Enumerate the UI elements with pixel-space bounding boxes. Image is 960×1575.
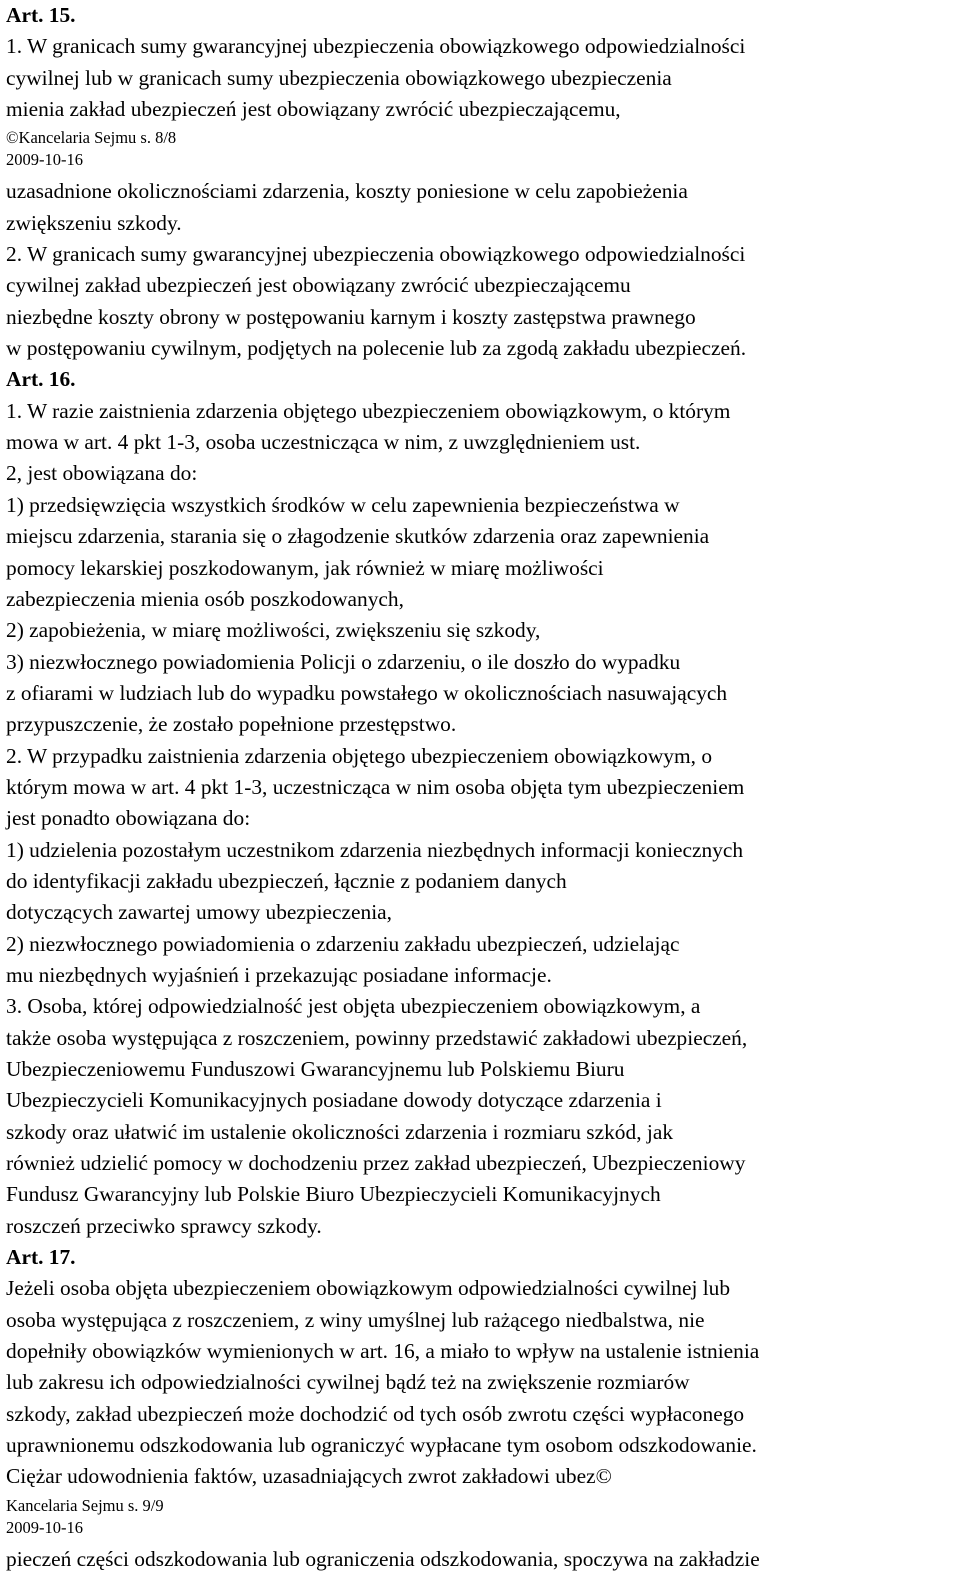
text-line: jest ponadto obowiązana do: xyxy=(6,806,251,831)
text-line: niezbędne koszty obrony w postępowaniu karnym i koszty zastępstwa prawnego xyxy=(6,304,696,329)
text-line: uzasadnione okolicznościami zdarzenia, koszty poniesione w celu zapobieżenia xyxy=(6,179,688,204)
page-footer-label: Kancelaria Sejmu s. 9/9 xyxy=(6,1495,164,1515)
text-line: 1) udzielenia pozostałym uczestnikom zdarzenia niezbędnych informacji koniecznych xyxy=(6,837,744,862)
text-line: dotyczących zawartej umowy ubezpieczenia, xyxy=(6,900,393,925)
text-line: szkody oraz ułatwić im ustalenie okoliczności zdarzenia i rozmiaru szkód, jak xyxy=(6,1119,674,1144)
text-line: w postępowaniu cywilnym, podjętych na polecenie lub za zgodą zakładu ubezpieczeń. xyxy=(6,336,747,361)
text-line: Ciężar udowodnienia faktów, uzasadniających zwrot zakładowi ubez© xyxy=(6,1464,612,1489)
text-line: cywilnej lub w granicach sumy ubezpieczenia obowiązkowego ubezpieczenia xyxy=(6,65,672,90)
text-line: także osoba występująca z roszczeniem, powinny przedstawić zakładowi ubezpieczeń, xyxy=(6,1025,748,1050)
text-line: 1. W granicach sumy gwarancyjnej ubezpieczenia obowiązkowego odpowiedzialności xyxy=(6,34,746,59)
text-line: którym mowa w art. 4 pkt 1-3, uczestnicząca w nim osoba objęta tym ubezpieczeniem xyxy=(6,774,745,799)
text-line: do identyfikacji zakładu ubezpieczeń, łącznie z podaniem danych xyxy=(6,868,567,893)
text-line: 2. W granicach sumy gwarancyjnej ubezpieczenia obowiązkowego odpowiedzialności xyxy=(6,242,746,267)
text-line: 2, jest obowiązana do: xyxy=(6,461,198,486)
text-line: Ubezpieczycieli Komunikacyjnych posiadane dowody dotyczące zdarzenia i xyxy=(6,1088,662,1113)
text-line: zabezpieczenia mienia osób poszkodowanych, xyxy=(6,586,404,611)
text-line: 2. W przypadku zaistnienia zdarzenia objętego ubezpieczeniem obowiązkowym, o xyxy=(6,743,713,768)
page-footer-date: 2009-10-16 xyxy=(6,1517,83,1537)
text-line: dopełniły obowiązków wymienionych w art. 16, a miało to wpływ na ustalenie istnienia xyxy=(6,1339,760,1364)
text-line: 1. W razie zaistnienia zdarzenia objętego ubezpieczeniem obowiązkowym, o którym xyxy=(6,398,731,423)
text-line: szkody, zakład ubezpieczeń może dochodzić od tych osób zwrotu części wypłaconego xyxy=(6,1401,745,1426)
text-line: 3) niezwłocznego powiadomienia Policji o zdarzeniu, o ile doszło do wypadku xyxy=(6,649,681,674)
text-line: mienia zakład ubezpieczeń jest obowiązany zwrócić ubezpieczającemu, xyxy=(6,97,621,122)
text-line: mu niezbędnych wyjaśnień i przekazując posiadane informacje. xyxy=(6,962,552,987)
text-line: uprawnionemu odszkodowania lub ograniczyć wypłacane tym osobom odszkodowanie. xyxy=(6,1433,757,1458)
text-line: Ubezpieczeniowemu Funduszowi Gwarancyjnemu lub Polskiemu Biuru xyxy=(6,1057,625,1081)
text-line: lub zakresu ich odpowiedzialności cywilnej bądź też na zwiększenie rozmiarów xyxy=(6,1370,690,1395)
text-line: pomocy lekarskiej poszkodowanym, jak również w miarę możliwości xyxy=(6,555,604,580)
text-line: pieczeń części odszkodowania lub ograniczenia odszkodowania, spoczywa na zakładzie xyxy=(6,1546,760,1571)
text-line: 2) zapobieżenia, w miarę możliwości, zwiększeniu się szkody, xyxy=(6,618,541,643)
text-line: miejscu zdarzenia, starania się o złagodzenie skutków zdarzenia oraz zapewnienia xyxy=(6,524,710,549)
text-line: zwiększeniu szkody. xyxy=(6,210,182,235)
text-line: 3. Osoba, której odpowiedzialność jest objęta ubezpieczeniem obowiązkowym, a xyxy=(6,994,701,1019)
text-line: przypuszczenie, że zostało popełnione przestępstwo. xyxy=(6,712,457,737)
page-footer-label: ©Kancelaria Sejmu s. 8/8 xyxy=(6,128,177,148)
text-line: roszczeń przeciwko sprawcy szkody. xyxy=(6,1213,322,1238)
text-line: Fundusz Gwarancyjny lub Polskie Biuro Ubezpieczycieli Komunikacyjnych xyxy=(6,1182,661,1207)
text-line: Jeżeli osoba objęta ubezpieczeniem obowiązkowym odpowiedzialności cywilnej lub xyxy=(6,1276,731,1301)
article-heading: Art. 15. xyxy=(6,3,76,27)
page-footer-date: 2009-10-16 xyxy=(6,150,83,170)
article-heading: Art. 16. xyxy=(6,367,76,392)
document-page xyxy=(6,0,956,1575)
text-line: z ofiarami w ludziach lub do wypadku powstałego w okolicznościach nasuwających xyxy=(6,680,728,705)
text-line: osoba występująca z roszczeniem, z winy umyślnej lub rażącego niedbalstwa, nie xyxy=(6,1307,705,1332)
text-line: również udzielić pomocy w dochodzeniu przez zakład ubezpieczeń, Ubezpieczeniowy xyxy=(6,1151,746,1176)
text-line: cywilnej zakład ubezpieczeń jest obowiązany zwrócić ubezpieczającemu xyxy=(6,273,631,298)
text-line: 2) niezwłocznego powiadomienia o zdarzeniu zakładu ubezpieczeń, udzielając xyxy=(6,931,680,956)
article-heading: Art. 17. xyxy=(6,1245,76,1270)
text-line: 1) przedsięwzięcia wszystkich środków w celu zapewnienia bezpieczeństwa w xyxy=(6,492,680,517)
text-line: mowa w art. 4 pkt 1-3, osoba uczestnicząca w nim, z uwzględnieniem ust. xyxy=(6,430,641,455)
